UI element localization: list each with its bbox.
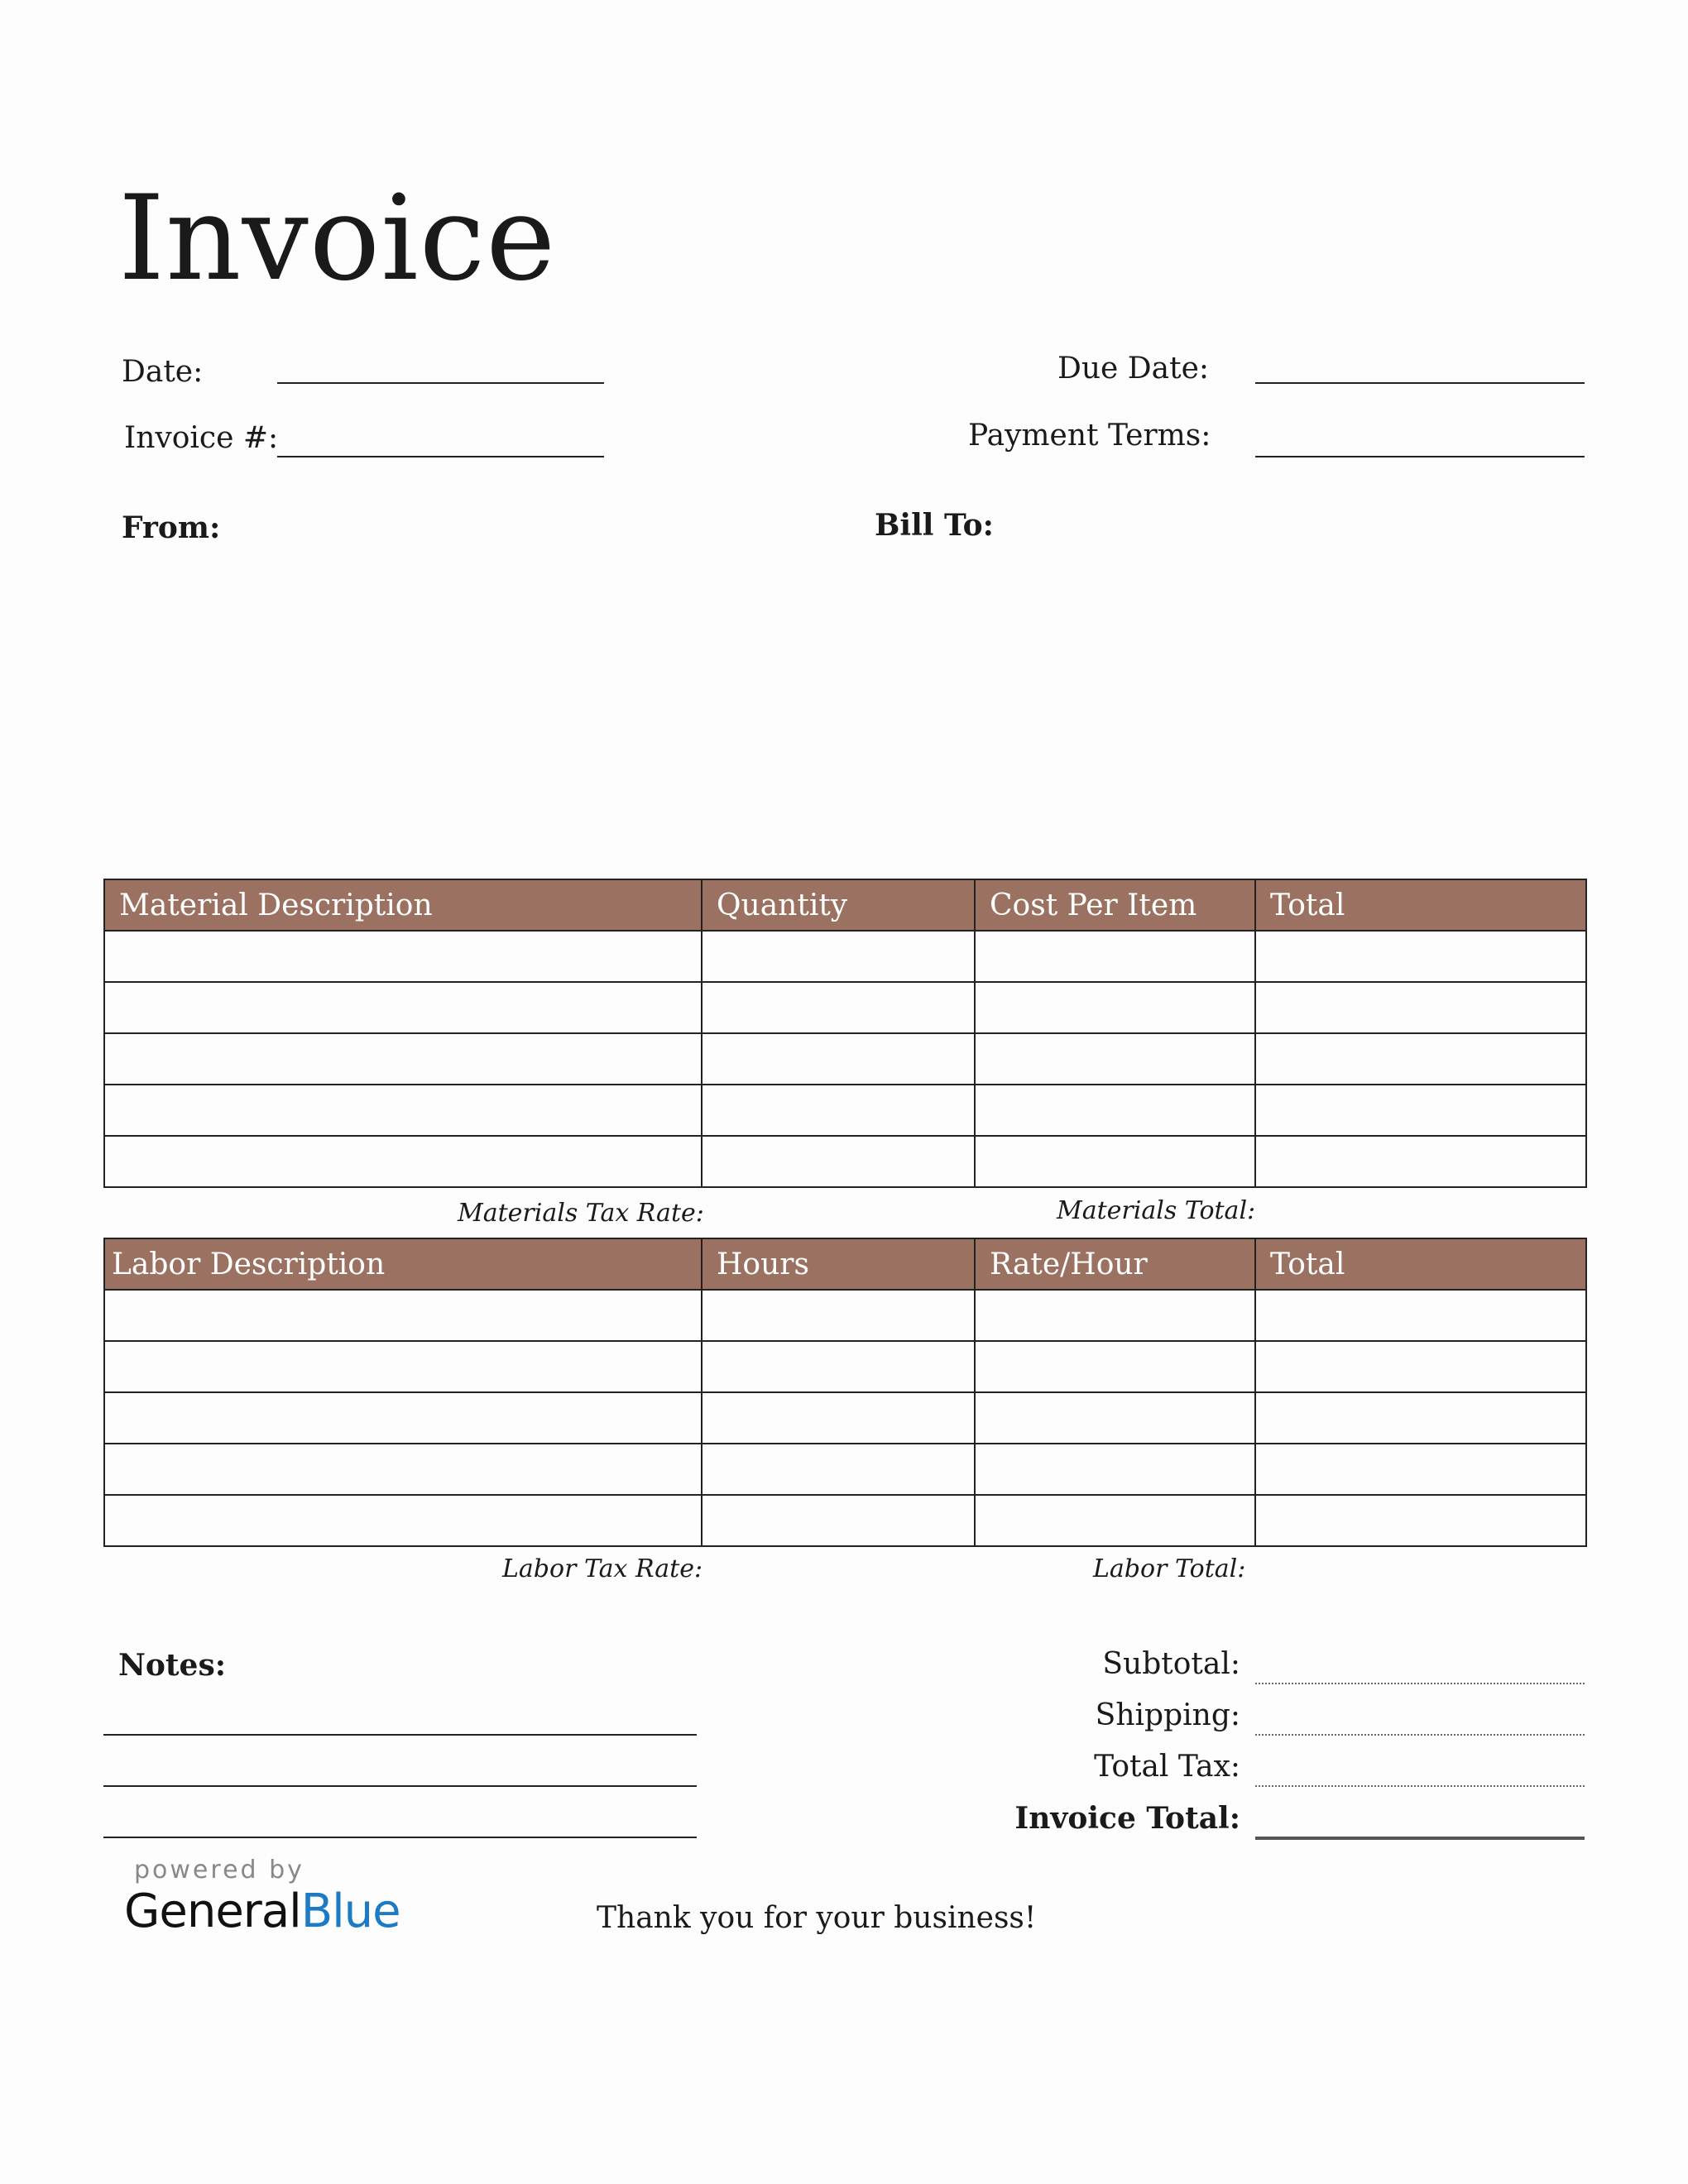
due-date-field[interactable] <box>1255 382 1585 384</box>
table-row <box>104 1290 1586 1341</box>
table-cell[interactable] <box>975 1444 1255 1495</box>
table-cell[interactable] <box>1255 1033 1586 1085</box>
table-cell[interactable] <box>1255 1495 1586 1546</box>
bill-to-label: Bill To: <box>875 508 994 543</box>
materials-tax-rate-label: Materials Tax Rate: <box>458 1199 704 1228</box>
table-cell[interactable] <box>975 931 1255 982</box>
table-cell[interactable] <box>1255 1341 1586 1392</box>
shipping-field[interactable] <box>1255 1734 1585 1736</box>
invoice-total-field[interactable] <box>1255 1837 1585 1840</box>
table-cell[interactable] <box>104 1392 702 1444</box>
table-cell[interactable] <box>702 1290 975 1341</box>
table-cell[interactable] <box>104 931 702 982</box>
from-label: From: <box>122 510 221 545</box>
table-cell[interactable] <box>104 1136 702 1187</box>
thank-you-text: Thank you for your business! <box>597 1901 1037 1935</box>
invoice-number-label: Invoice #: <box>124 421 279 455</box>
table-cell[interactable] <box>702 1136 975 1187</box>
invoice-total-label: Invoice Total: <box>1014 1801 1240 1836</box>
labor-header-row <box>104 1238 1586 1290</box>
generalblue-logo <box>124 1885 400 1938</box>
table-cell[interactable] <box>702 931 975 982</box>
notes-line-2[interactable] <box>103 1785 697 1787</box>
subtotal-label: Subtotal: <box>1102 1647 1240 1681</box>
labor-col-hours: Hours <box>702 1238 975 1290</box>
table-row <box>104 1033 1586 1085</box>
notes-line-3[interactable] <box>103 1837 697 1838</box>
table-cell[interactable] <box>104 1495 702 1546</box>
materials-col-total: Total <box>1255 879 1586 931</box>
table-cell[interactable] <box>702 1033 975 1085</box>
table-cell[interactable] <box>702 1341 975 1392</box>
table-cell[interactable] <box>1255 1290 1586 1341</box>
materials-col-quantity: Quantity <box>702 879 975 931</box>
page-title: Invoice <box>118 170 557 307</box>
table-row <box>104 1136 1586 1187</box>
table-row <box>104 1444 1586 1495</box>
table-cell[interactable] <box>975 1033 1255 1085</box>
table-cell[interactable] <box>975 1341 1255 1392</box>
notes-label: Notes: <box>118 1648 227 1683</box>
table-cell[interactable] <box>1255 1392 1586 1444</box>
materials-table <box>103 879 1587 1188</box>
labor-col-rate-hour: Rate/Hour <box>975 1238 1255 1290</box>
labor-total-label: Labor Total: <box>1093 1554 1246 1583</box>
table-cell[interactable] <box>104 1033 702 1085</box>
materials-col-description: Material Description <box>104 879 702 931</box>
table-cell[interactable] <box>1255 1444 1586 1495</box>
date-label: Date: <box>122 355 204 389</box>
labor-table <box>103 1238 1587 1547</box>
table-cell[interactable] <box>975 1290 1255 1341</box>
notes-line-1[interactable] <box>103 1734 697 1736</box>
brand-general: General <box>124 1885 301 1938</box>
total-tax-field[interactable] <box>1255 1785 1585 1787</box>
labor-col-total: Total <box>1255 1238 1586 1290</box>
table-cell[interactable] <box>1255 982 1586 1033</box>
table-cell[interactable] <box>1255 1085 1586 1136</box>
table-cell[interactable] <box>702 1495 975 1546</box>
labor-tax-rate-label: Labor Tax Rate: <box>502 1554 703 1583</box>
invoice-number-field[interactable] <box>277 456 604 457</box>
table-cell[interactable] <box>702 1392 975 1444</box>
table-cell[interactable] <box>975 1495 1255 1546</box>
payment-terms-label: Payment Terms: <box>968 419 1211 453</box>
table-cell[interactable] <box>702 1444 975 1495</box>
subtotal-field[interactable] <box>1255 1683 1585 1684</box>
table-row <box>104 982 1586 1033</box>
table-cell[interactable] <box>1255 931 1586 982</box>
table-cell[interactable] <box>975 1392 1255 1444</box>
table-cell[interactable] <box>104 1341 702 1392</box>
total-tax-label: Total Tax: <box>1094 1750 1240 1784</box>
table-row <box>104 1495 1586 1546</box>
shipping-label: Shipping: <box>1095 1698 1240 1732</box>
table-cell[interactable] <box>975 1085 1255 1136</box>
table-cell[interactable] <box>104 1444 702 1495</box>
table-row <box>104 1392 1586 1444</box>
table-cell[interactable] <box>702 1085 975 1136</box>
table-cell[interactable] <box>1255 1136 1586 1187</box>
powered-by-text: powered by <box>134 1856 305 1885</box>
table-cell[interactable] <box>975 1136 1255 1187</box>
table-row <box>104 931 1586 982</box>
table-cell[interactable] <box>104 982 702 1033</box>
materials-col-cost-per-item: Cost Per Item <box>975 879 1255 931</box>
materials-header-row <box>104 879 1586 931</box>
table-cell[interactable] <box>104 1085 702 1136</box>
brand-blue: Blue <box>300 1885 400 1938</box>
table-cell[interactable] <box>104 1290 702 1341</box>
labor-col-description: Labor Description <box>104 1238 702 1290</box>
materials-total-label: Materials Total: <box>1057 1196 1256 1225</box>
table-cell[interactable] <box>702 982 975 1033</box>
payment-terms-field[interactable] <box>1255 456 1585 457</box>
date-field[interactable] <box>277 382 604 384</box>
table-row <box>104 1341 1586 1392</box>
table-cell[interactable] <box>975 982 1255 1033</box>
table-row <box>104 1085 1586 1136</box>
due-date-label: Due Date: <box>1057 352 1210 386</box>
